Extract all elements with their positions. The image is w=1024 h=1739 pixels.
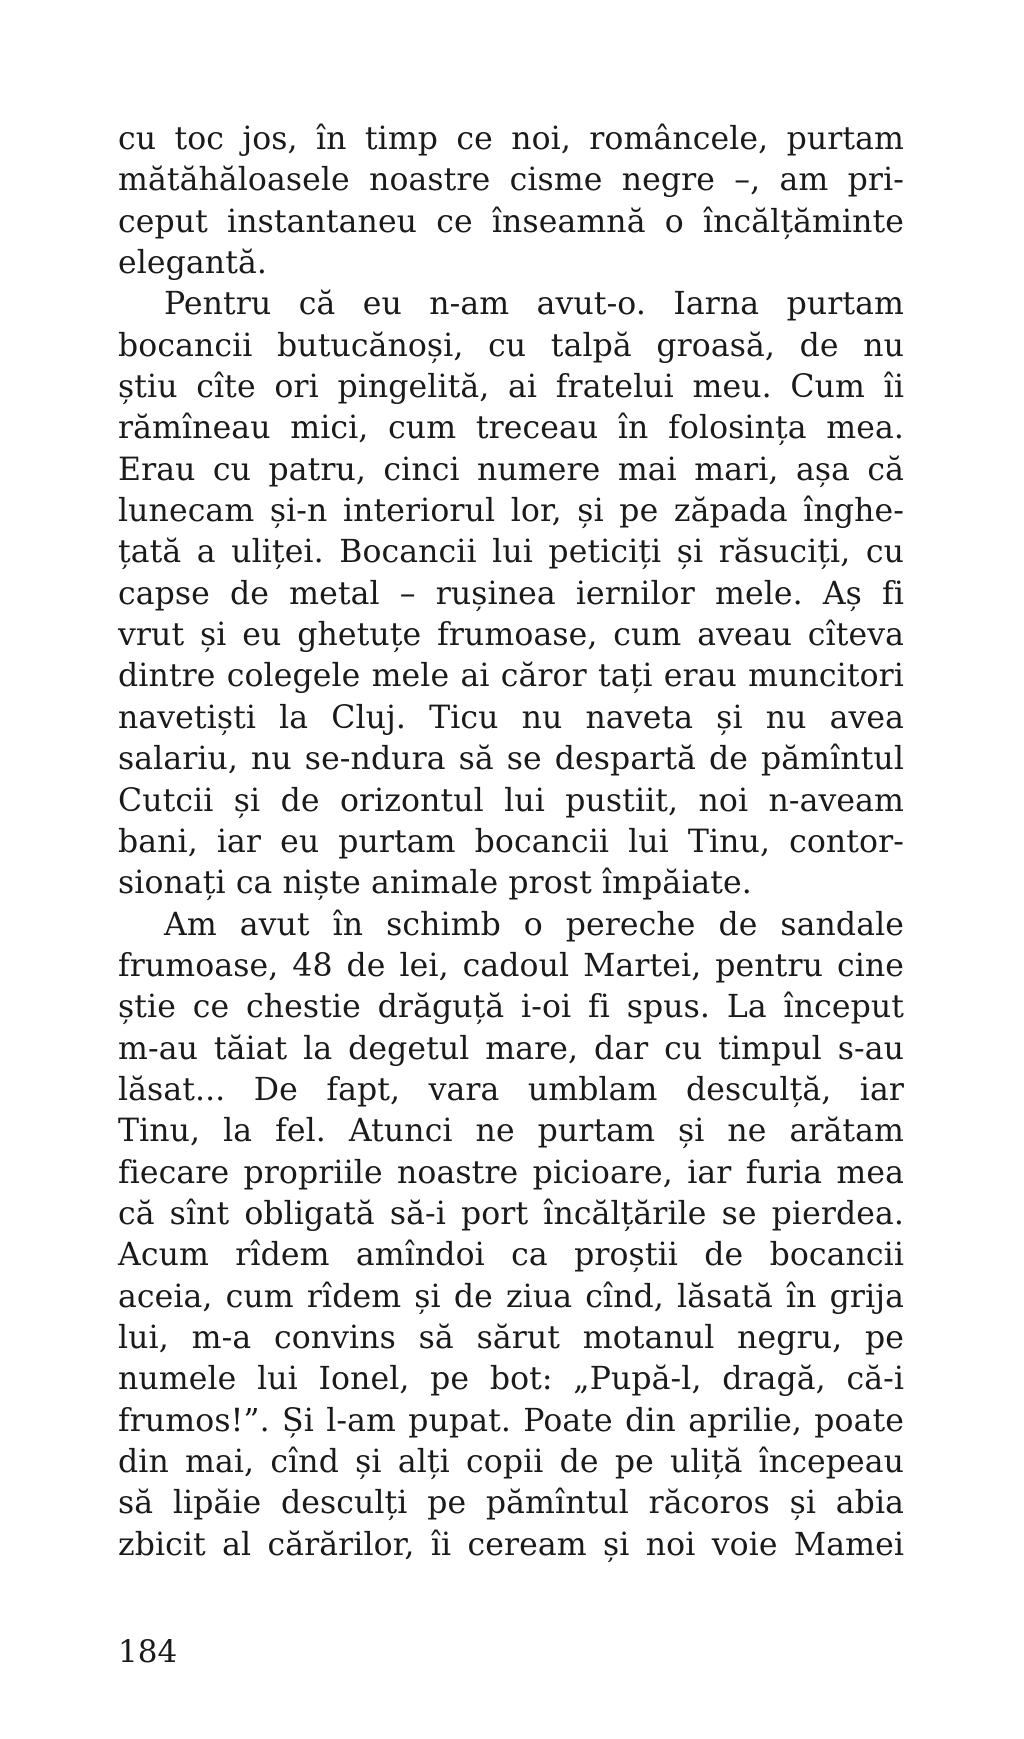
text-line: să lipăie desculți pe pămîntul răcoros și abia: [118, 1485, 904, 1522]
text-line: elegantă.: [118, 245, 267, 282]
text-line: navetiști la Cluj. Ticu nu naveta și nu avea: [118, 699, 904, 736]
text-line: zbicit al cărărilor, îi ceream și noi voie Mamei: [118, 1526, 904, 1563]
text-line: capse de metal – rușinea iernilor mele. Aș fi: [118, 575, 904, 612]
text-line: Erau cu patru, cinci numere mai mari, așa că: [118, 451, 904, 488]
text-line: știe ce chestie drăguță i-oi fi spus. La început: [118, 989, 904, 1026]
text-line: m-au tăiat la degetul mare, dar cu timpul s-au: [118, 1030, 904, 1067]
text-line: știu cîte ori pingelită, ai fratelui meu. Cum îi: [118, 369, 904, 406]
text-line: fiecare propriile noastre picioare, iar furia mea: [118, 1154, 904, 1191]
text-line: salariu, nu se-ndura să se despartă de pămîntul: [118, 741, 904, 778]
text-line: Am avut în schimb o pereche de sandale: [164, 906, 904, 943]
text-line: frumos!”. Și l-am pupat. Poate din aprilie, poate: [118, 1402, 904, 1439]
text-line: Acum rîdem amîndoi ca proștii de bocancii: [118, 1237, 904, 1274]
text-line: lunecam și-n interiorul lor, și pe zăpada înghe-: [118, 493, 904, 530]
text-line: ceput instantaneu ce înseamnă o încălțăminte: [118, 203, 904, 240]
text-line: dintre colegele mele ai căror tați erau muncitori: [118, 658, 904, 695]
text-line: numele lui Ionel, pe bot: „Pupă-l, dragă, că-i: [118, 1361, 904, 1398]
page-number: 184: [118, 1634, 178, 1670]
text-line: că sînt obligată să-i port încălțările se pierdea.: [118, 1195, 904, 1232]
body-text: [118, 119, 904, 1566]
text-line: bocancii butucănoși, cu talpă groasă, de nu: [118, 327, 904, 364]
text-line: Pentru că eu n-am avut-o. Iarna purtam: [164, 286, 904, 323]
text-line: frumoase, 48 de lei, cadoul Martei, pentru cine: [118, 947, 904, 984]
text-line: lăsat... De fapt, vara umblam desculță, iar: [118, 1071, 904, 1108]
text-line: aceia, cum rîdem și de ziua cînd, lăsată în grija: [118, 1278, 904, 1315]
text-line: țată a uliței. Bocancii lui peticiți și răsuciți, cu: [118, 534, 904, 571]
text-line: cu toc jos, în timp ce noi, româncele, purtam: [118, 121, 904, 157]
text-line: vrut și eu ghetuțe frumoase, cum aveau cîteva: [118, 617, 904, 654]
text-line: sionați ca niște animale prost împăiate.: [118, 865, 752, 902]
text-line: lui, m-a convins să sărut motanul negru, pe: [118, 1319, 904, 1356]
text-line: din mai, cînd și alți copii de pe uliță începeau: [118, 1444, 904, 1480]
text-line: Cutcii și de orizontul lui pustiit, noi n-aveam: [118, 782, 904, 819]
text-line: Tinu, la fel. Atunci ne purtam și ne arătam: [118, 1113, 904, 1150]
text-line: rămîneau mici, cum treceau în folosința mea.: [118, 410, 904, 447]
text-line: mătăhăloasele noastre cisme negre –, am pri-: [118, 162, 904, 199]
text-line: bani, iar eu purtam bocancii lui Tinu, contor-: [118, 823, 904, 860]
